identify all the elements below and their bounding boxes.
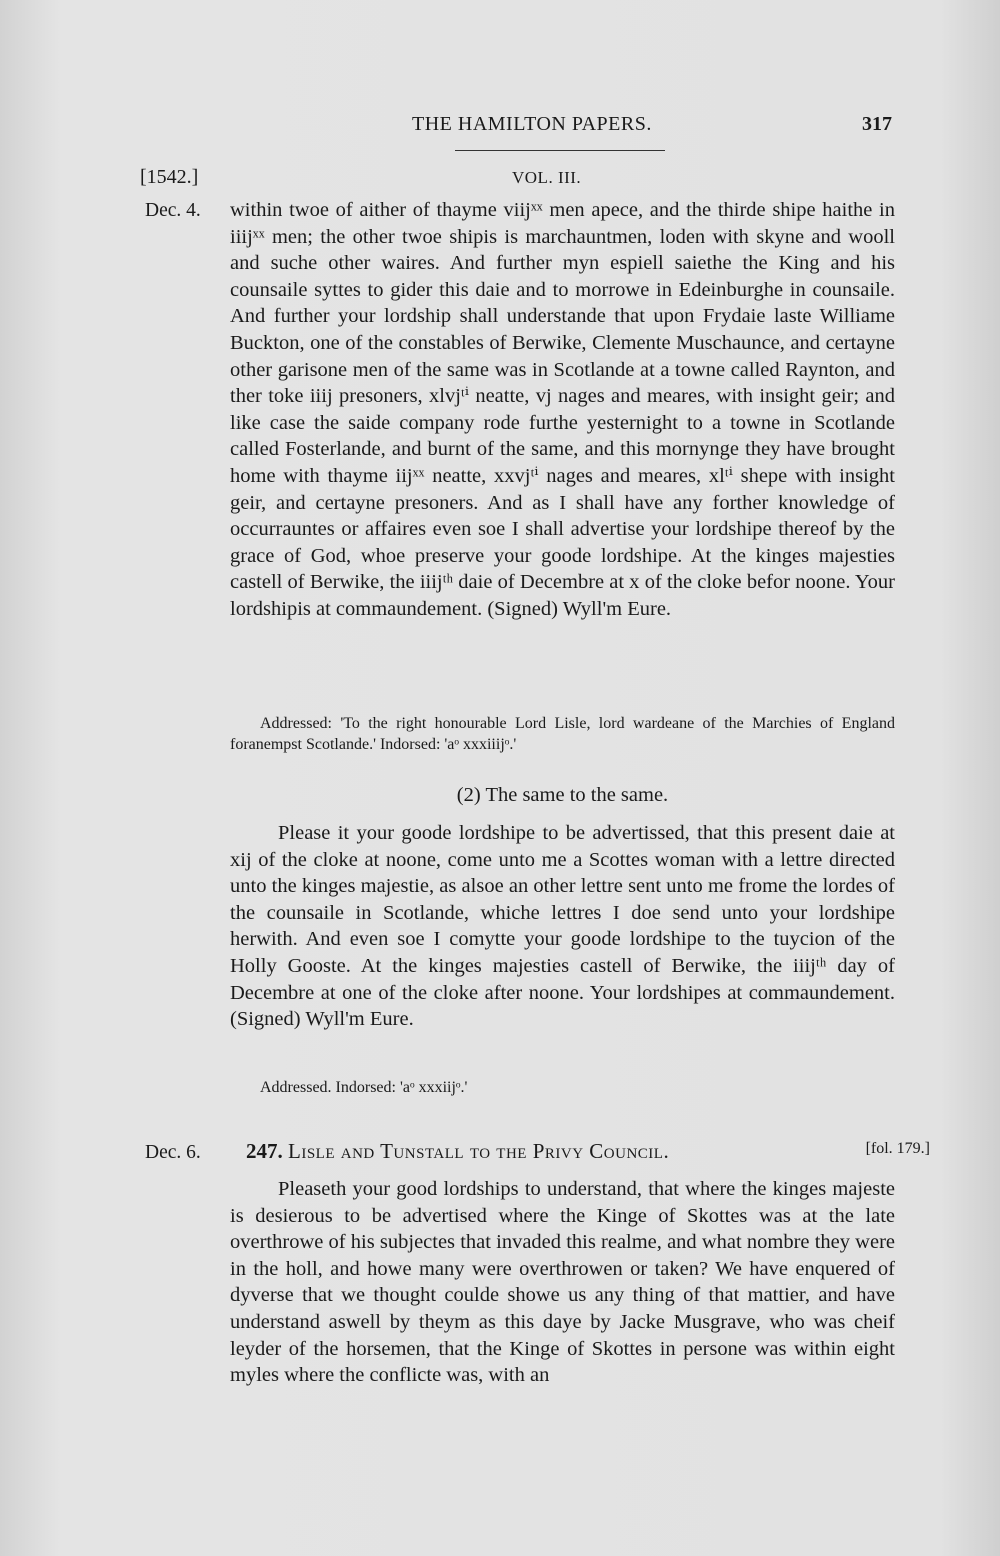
entry-247-paragraph: Pleaseth your good lordships to understand, that where the kinges majeste is desierous to be advertised where the Kinge of Skottes was at the late overthrowe of his subjectes that invaded this realme, and what nombre they were in the holl, and howe many were overthrowen or taken? We have enquered of dyverse that we thought coulde showe us any thing of that mattier, and have understand aswell by theym as this daye by Jacke Musgrave, who was cheif leyder of the horsemen, that the Kinge of Skottes in persone was within eight myles where the conflicte was, with an <box>230 1178 895 1387</box>
continued-letter-paragraph: within twoe of aither of thayme viijˣˣ men apece, and the thirde shipe haithe in iiijˣˣ men; the other twoe shipis is marchauntmen, loden with skyne and wooll and suche other waires. And further myn espiell saiethe the King and his counsaile syttes to gider this daie and to morrowe in Edeinburghe in counsaile. And further your lordship shall understande that upon Frydaie laste Williame Buckton, one of the constables of Berwike, Clemente Muschaunce, and certayne other garisone men of the same was in Scotlande at a towne called Raynton, and ther toke iiij presoners, xlvjᵗⁱ neatte, vj nages and meares, with insight geir; and like case the saide company rode furthe yesternight to a towne in Scotlande called Fosterlande, and burnt of the same, and this mornynge they have brought home with thayme iijˣˣ neatte, xxvjᵗⁱ nages and meares, xlᵗⁱ shepe with insight geir, and certayne presoners. And as I shall have any forther knowledge of occurrauntes or affaires even soe I shall advertise your lordshipe thereof by the grace of God, whoe preserve your goode lordshipe. At the kinges majesties castell of Berwike, the iiijᵗʰ daie of Decembre at x of the cloke befor noone. Your lordshipis at commaundement. (Signed) Wyll'm Eure. <box>230 199 895 620</box>
year-label: [1542.] <box>140 166 199 188</box>
running-title: THE HAMILTON PAPERS. <box>412 113 652 135</box>
letter-2-body <box>230 820 895 1033</box>
entry-title: Lisle and Tunstall to the Privy Council. <box>288 1139 670 1163</box>
continued-letter-body <box>230 197 895 623</box>
folio-reference: [fol. 179.] <box>865 1140 930 1157</box>
continued-letter-endorsement <box>230 713 895 755</box>
volume-label: VOL. III. <box>512 168 582 187</box>
running-head <box>300 113 900 143</box>
margin-date-dec-4: Dec. 4. <box>145 200 201 221</box>
header-rule <box>455 150 665 151</box>
margin-date-dec-6: Dec. 6. <box>145 1142 201 1163</box>
entry-247-heading <box>246 1139 669 1164</box>
endorsement-text: Addressed. Indorsed: 'aᵒ xxxiijᵒ.' <box>260 1079 468 1096</box>
entry-number: 247. <box>246 1139 283 1163</box>
page-number: 317 <box>862 113 892 135</box>
entry-247-body <box>230 1176 895 1389</box>
letter-2-heading: (2) The same to the same. <box>456 784 669 806</box>
endorsement-text: Addressed: 'To the right honourable Lord Lisle, lord wardeane of the Marchies of England foranempst Scotlande.' Indorsed: 'aᵒ xxxiiijᵒ.' <box>230 715 895 753</box>
letter-2-endorsement <box>230 1077 895 1098</box>
letter-2-paragraph: Please it your goode lordshipe to be advertissed, that this present daie at xij of the cloke at noone, come unto me a Scottes woman with a lettre directed unto the kinges majestie, as alsoe an other lettre sent unto me frome the lordes of the counsaile in Scotlande, whiche lettres I doe send unto your lordshipe herwith. And even soe I comytte your goode lordshipe to the tuycion of the Holly Gooste. At the kinges majesties castell of Berwike, the iiijᵗʰ day of Decembre at one of the cloke after noone. Your lordshipes at commaundement. (Signed) Wyll'm Eure. <box>230 822 895 1031</box>
